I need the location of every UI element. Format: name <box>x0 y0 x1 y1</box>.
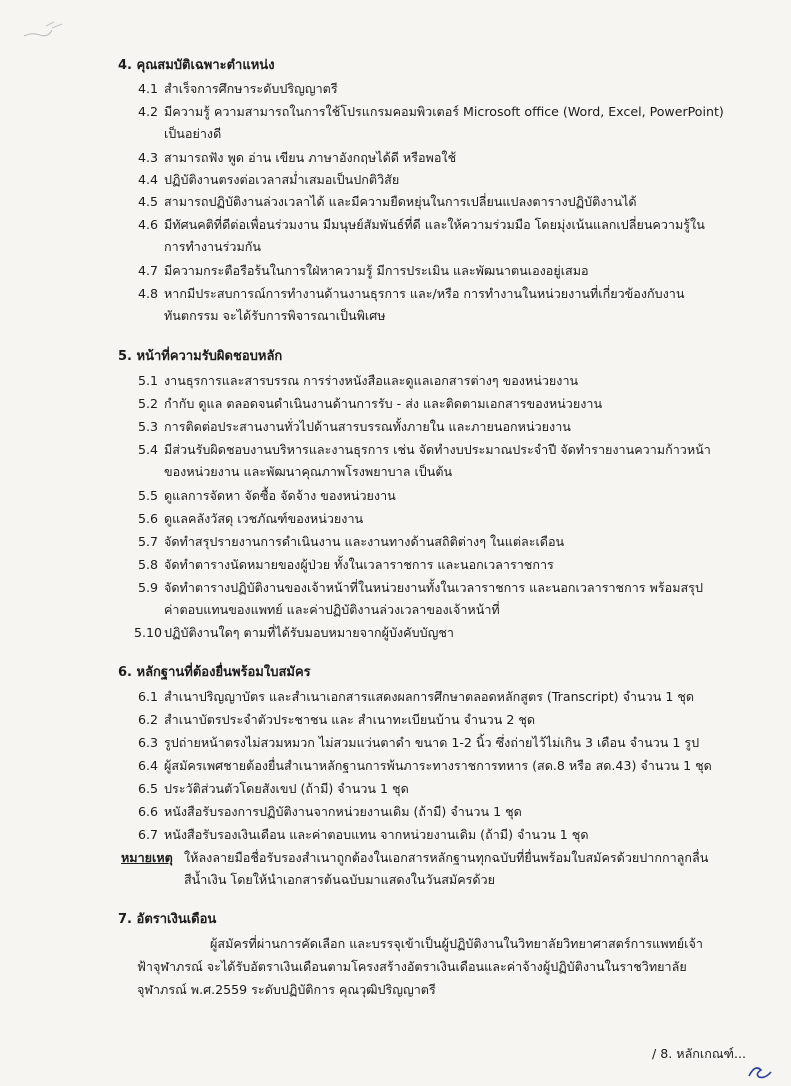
item-text: สำเนาปริญญาบัตร และสำเนาเอกสารแสดงผลการศึกษาตลอดหลักสูตร (Transcript) จำนวน 1 ชุด <box>164 689 695 704</box>
item-text: กำกับ ดูแล ตลอดจนดำเนินงานด้านการรับ - ส่ง และติดตามเอกสารของหน่วยงาน <box>164 396 603 411</box>
item-text: สามารถปฏิบัติงานล่วงเวลาได้ และมีความยืดหยุ่นในการเปลี่ยนแปลงตารางปฏิบัติงานได้ <box>164 194 637 209</box>
item-num: 6.5 <box>138 781 159 796</box>
item-num: 5.8 <box>138 557 159 572</box>
section-7-heading: 7. อัตราเงินเดือน <box>118 912 217 927</box>
item-num: 4.7 <box>138 263 159 278</box>
salary-paragraph-line: ผู้สมัครที่ผ่านการคัดเลือก และบรรจุเข้าเป็นผู้ปฏิบัติงานในวิทยาลัยวิทยาศาสตร์การแพทย์เจ้า <box>210 936 703 951</box>
item-num: 6.1 <box>138 689 159 704</box>
item-text: เป็นอย่างดี <box>164 126 222 141</box>
item-text: จัดทำสรุปรายงานการดำเนินงาน และงานทางด้านสถิติต่างๆ ในแต่ละเดือน <box>164 534 565 549</box>
item-text: งานธุรการและสารบรรณ การร่างหนังสือและดูแลเอกสารต่างๆ ของหน่วยงาน <box>164 373 579 388</box>
item-num: 5.2 <box>138 396 159 411</box>
section-5-heading: 5. หน้าที่ความรับผิดชอบหลัก <box>118 349 283 364</box>
item-text: ดูแลการจัดหา จัดซื้อ จัดจ้าง ของหน่วยงาน <box>164 488 396 503</box>
item-num: 5.6 <box>138 511 159 526</box>
note-label: หมายเหตุ <box>121 850 173 865</box>
item-num: 5.1 <box>138 373 159 388</box>
item-num: 5.3 <box>138 419 159 434</box>
item-text: ของหน่วยงาน และพัฒนาคุณภาพโรงพยาบาล เป็นต้น <box>164 464 453 479</box>
section-4-heading: 4. คุณสมบัติเฉพาะตำแหน่ง <box>118 58 275 73</box>
item-num: 5.4 <box>138 442 159 457</box>
item-text: มีความรู้ ความสามารถในการใช้โปรแกรมคอมพิวเตอร์ Microsoft office (Word, Excel, PowerPoint) <box>164 104 724 119</box>
item-text: ค่าตอบแทนของแพทย์ และค่าปฏิบัติงานล่วงเวลาของเจ้าหน้าที่ <box>164 602 500 617</box>
item-num: 6.7 <box>138 827 159 842</box>
item-text: การทำงานร่วมกัน <box>164 239 262 254</box>
item-num: 5.7 <box>138 534 159 549</box>
continuation-note: / 8. หลักเกณฑ์... <box>652 1046 746 1061</box>
note-text: ให้ลงลายมือชื่อรับรองสำเนาถูกต้องในเอกสารหลักฐานทุกฉบับที่ยื่นพร้อมใบสมัครด้วยปากกาลูกลื่น <box>184 850 709 865</box>
item-text: สำเร็จการศึกษาระดับปริญญาตรี <box>164 81 338 96</box>
item-text: ผู้สมัครเพศชายต้องยื่นสำเนาหลักฐานการพ้นภาระทางราชการทหาร (สด.8 หรือ สด.43) จำนวน 1 ชุด <box>164 758 712 773</box>
item-num: 6.4 <box>138 758 159 773</box>
item-num: 6.6 <box>138 804 159 819</box>
item-text: ทันตกรรม จะได้รับการพิจารณาเป็นพิเศษ <box>164 308 386 323</box>
item-num: 4.5 <box>138 194 159 209</box>
item-text: หนังสือรับรองการปฏิบัติงานจากหน่วยงานเดิม (ถ้ามี) จำนวน 1 ชุด <box>164 804 522 819</box>
item-text: ปฏิบัติงานใดๆ ตามที่ได้รับมอบหมายจากผู้บังคับบัญชา <box>164 625 454 640</box>
item-text: หากมีประสบการณ์การทำงานด้านงานธุรการ และ/หรือ การทำงานในหน่วยงานที่เกี่ยวข้องกับงาน <box>164 286 685 301</box>
salary-paragraph-line: ฟ้าจุฬาภรณ์ จะได้รับอัตราเงินเดือนตามโครงสร้างอัตราเงินเดือนและค่าจ้างผู้ปฏิบัติงานในราชวิทยาลัย <box>137 959 687 974</box>
note-text: สีน้ำเงิน โดยให้นำเอกสารต้นฉบับมาแสดงในวันสมัครด้วย <box>184 872 496 887</box>
item-num: 4.6 <box>138 217 159 232</box>
item-num: 6.3 <box>138 735 159 750</box>
item-num: 4.3 <box>138 150 159 165</box>
item-num: 5.5 <box>138 488 159 503</box>
item-text: จัดทำตารางปฏิบัติงานของเจ้าหน้าที่ในหน่วยงานทั้งในเวลาราชการ และนอกเวลาราชการ พร้อมสรุป <box>164 580 703 595</box>
salary-paragraph-line: จุฬาภรณ์ พ.ศ.2559 ระดับปฏิบัติการ คุณวุฒิปริญญาตรี <box>137 982 436 997</box>
item-text: มีส่วนรับผิดชอบงานบริหารและงานธุรการ เช่น จัดทำงบประมาณประจำปี จัดทำรายงานความก้าวหน้า <box>164 442 711 457</box>
signature-initials-icon <box>745 1062 775 1086</box>
item-text: มีทัศนคติที่ดีต่อเพื่อนร่วมงาน มีมนุษย์สัมพันธ์ที่ดี และให้ความร่วมมือ โดยมุ่งเน้นแลกเปลี่ยนความรู้ใน <box>164 217 705 232</box>
item-num: 4.8 <box>138 286 159 301</box>
item-num: 5.9 <box>138 580 159 595</box>
item-num: 5.10 <box>134 625 163 640</box>
item-text: ดูแลคลังวัสดุ เวชภัณฑ์ของหน่วยงาน <box>164 511 364 526</box>
item-num: 6.2 <box>138 712 159 727</box>
item-text: สำเนาบัตรประจำตัวประชาชน และ สำเนาทะเบียนบ้าน จำนวน 2 ชุด <box>164 712 536 727</box>
item-text: ประวัติส่วนตัวโดยสังเขป (ถ้ามี) จำนวน 1 ชุด <box>164 781 409 796</box>
item-text: มีความกระตือรือร้นในการใฝ่หาความรู้ มีการประเมิน และพัฒนาตนเองอยู่เสมอ <box>164 263 589 278</box>
item-num: 4.4 <box>138 172 159 187</box>
item-text: จัดทำตารางนัดหมายของผู้ป่วย ทั้งในเวลาราชการ และนอกเวลาราชการ <box>164 557 554 572</box>
item-text: ปฏิบัติงานตรงต่อเวลาสม่ำเสมอเป็นปกติวิสัย <box>164 172 400 187</box>
item-text: รูปถ่ายหน้าตรงไม่สวมหมวก ไม่สวมแว่นตาดำ ขนาด 1-2 นิ้ว ซึ่งถ่ายไว้ไม่เกิน 3 เดือน จำนวน 1 รูป <box>164 735 700 750</box>
section-6-heading: 6. หลักฐานที่ต้องยื่นพร้อมใบสมัคร <box>118 665 311 680</box>
item-text: สามารถฟัง พูด อ่าน เขียน ภาษาอังกฤษได้ดี หรือพอใช้ <box>164 150 457 165</box>
corner-mark-icon <box>22 18 72 52</box>
item-num: 4.1 <box>138 81 159 96</box>
item-text: การติดต่อประสานงานทั่วไปด้านสารบรรณทั้งภายใน และภายนอกหน่วยงาน <box>164 419 571 434</box>
item-text: หนังสือรับรองเงินเดือน และค่าตอบแทน จากหน่วยงานเดิม (ถ้ามี) จำนวน 1 ชุด <box>164 827 589 842</box>
item-num: 4.2 <box>138 104 159 119</box>
